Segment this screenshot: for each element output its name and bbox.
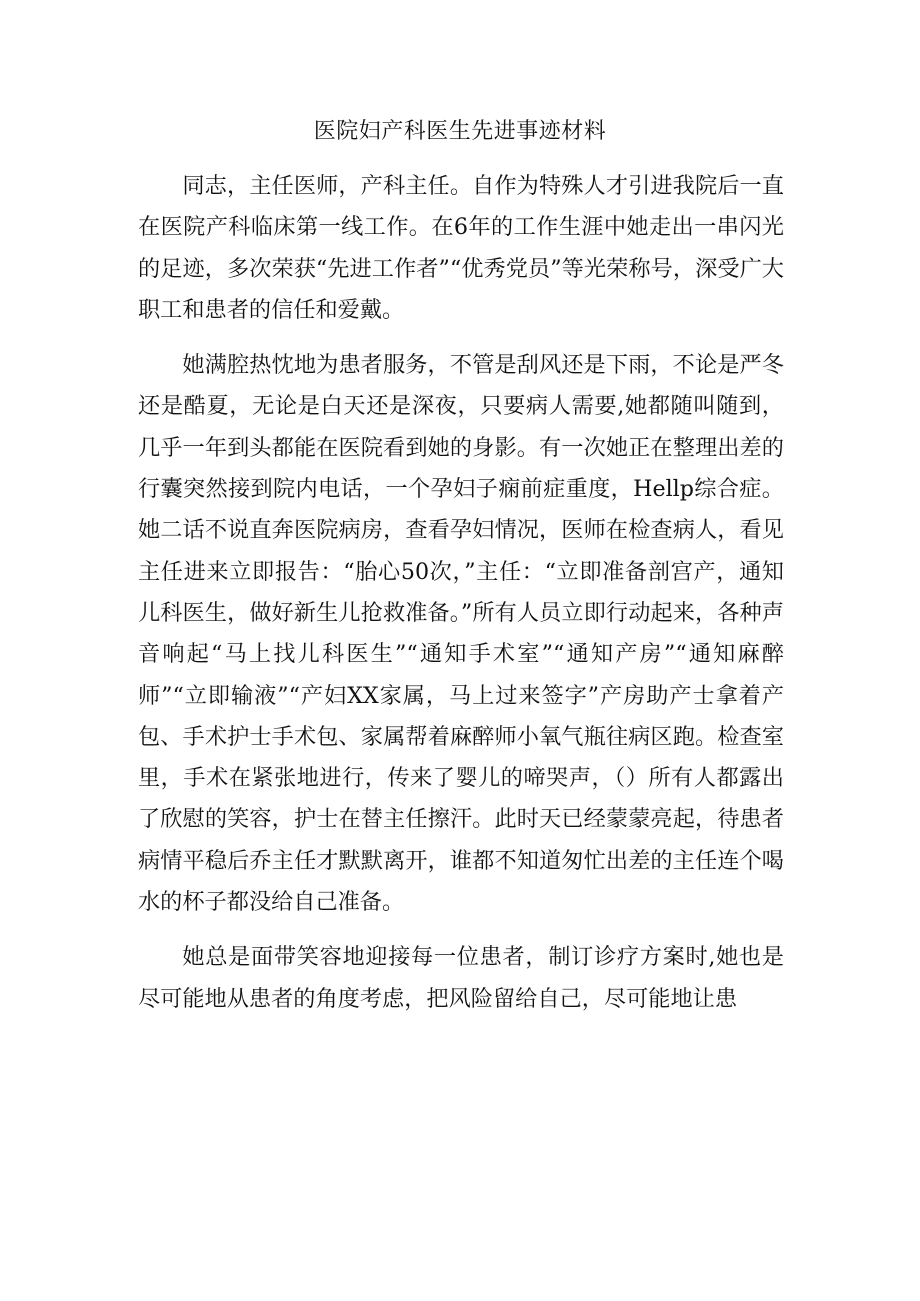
paragraph-3: 她总是面带笑容地迎接每一位患者，制订诊疗方案时,她也是尽可能地从患者的角度考虑，把风险留给自己，尽可能地让患 bbox=[138, 944, 784, 1012]
paragraph-1: 同志，主任医师，产科主任。自作为特殊人才引进我院后一直在医院产科临床第一线工作。在6年的工作生涯中她走出一串闪光的足迹，多次荣获“先进工作者”“优秀党员”等光荣称号，深受广大职工和患者的信任和爱戴。 bbox=[138, 173, 784, 323]
document-body bbox=[138, 166, 784, 1034]
paragraph-2: 她满腔热忱地为患者服务，不管是刮风还是下雨，不论是严冬还是酷夏，无论是白天还是深夜，只要病人需要,她都随叫随到，几乎一年到头都能在医院看到她的身影。有一次她正在整理出差的行囊突然接到院内电话，一个孕妇子痫前症重度，Hellp综合症。她二话不说直奔医院病房，查看孕妇情况，医师在检查病人，看见主任进来立即报告：“胎心50次，”主任：“立即准备剖宫产，通知儿科医生，做好新生儿抢救准备。”所有人员立即行动起来，各种声音响起“马上找儿科医生”“通知手术室”“通知产房”“通知麻醉师”“立即输液”“产妇XX家属，马上过来签字”产房助产士拿着产包、手术护士手术包、家属帮着麻醉师小氧气瓶往病区跑。检查室里，手术在紧张地进行，传来了婴儿的啼哭声，（）所有人都露出了欣慰的笑容，护士在替主任擦汗。此时天已经蒙蒙亮起，待患者病情平稳后乔主任才默默离开，谁都不知道匆忙出差的主任连个喝水的杯子都没给自己准备。 bbox=[138, 352, 784, 916]
document-title: 医院妇产科医生先进事迹材料 bbox=[313, 119, 607, 144]
